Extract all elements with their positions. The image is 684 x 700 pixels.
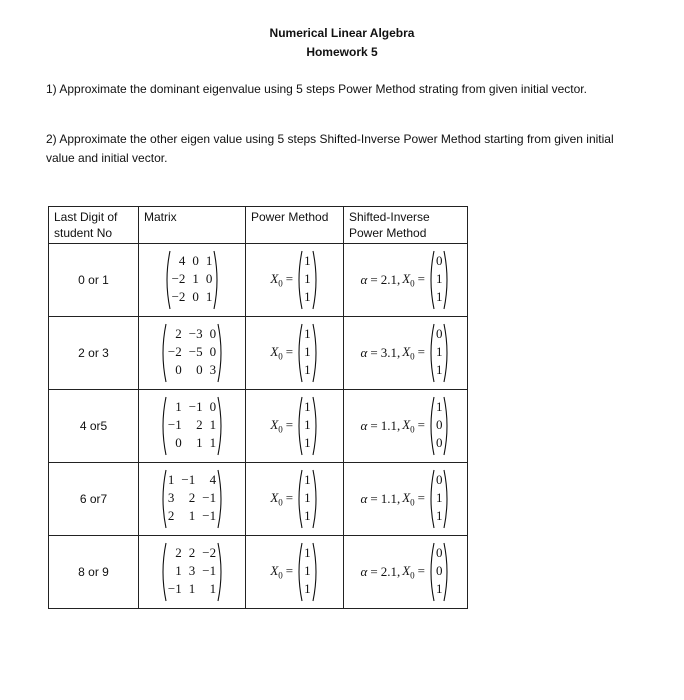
- matrix-entry: 0: [435, 545, 443, 560]
- matrix-entry: 1: [304, 581, 311, 596]
- right-paren: [312, 323, 319, 383]
- equals-sign: =: [370, 418, 378, 433]
- x-subscript: 0: [278, 424, 283, 435]
- matrix-entry: 1: [304, 344, 311, 359]
- left-paren: [428, 542, 435, 602]
- matrix-entry: 1: [304, 362, 311, 377]
- x0-symbol: [402, 417, 428, 435]
- matrix-entry: −1: [167, 581, 182, 596]
- left-paren: [296, 542, 303, 602]
- matrix-entry: 1: [175, 563, 182, 578]
- matrix-entry: 0: [435, 326, 443, 341]
- initial-vector: [296, 469, 319, 529]
- comma: ,: [396, 491, 401, 506]
- right-paren: [217, 396, 224, 456]
- matrix-entry: 1: [209, 581, 217, 596]
- x-letter: X: [402, 271, 411, 287]
- question-2: 2) Approximate the other eigen value using 5 steps Shifted-Inverse Power Method starting from given initial value and initial vector.: [46, 132, 614, 165]
- table-row: [49, 317, 468, 390]
- alpha-value: 1.1: [380, 491, 397, 506]
- matrix-cell: [139, 536, 246, 609]
- matrix-entry: −1: [188, 399, 203, 414]
- matrix-entry: −1: [202, 563, 217, 578]
- x0-symbol: [402, 271, 428, 289]
- right-paren: [217, 469, 224, 529]
- alpha-symbol: α: [360, 272, 368, 287]
- matrix-entry: 3: [167, 490, 175, 505]
- matrix-entry: 0: [435, 472, 443, 487]
- matrix-entry: 1: [304, 563, 311, 578]
- matrix-entry: 2: [175, 545, 182, 560]
- matrix-entry: 0: [196, 362, 203, 377]
- document-title: Numerical Linear Algebra: [269, 26, 415, 40]
- x0-symbol: [402, 490, 428, 508]
- matrix-entry: 1: [209, 435, 217, 450]
- matrix-entry: −1: [202, 490, 217, 505]
- matrix-entry: 1: [435, 490, 443, 505]
- matrix-entry: 1: [192, 271, 199, 286]
- right-paren: [443, 396, 450, 456]
- matrix-entry: 0: [209, 399, 217, 414]
- left-paren: [164, 250, 171, 310]
- equals-sign: =: [417, 344, 425, 360]
- right-paren: [443, 250, 450, 310]
- matrix-entry: 1: [196, 435, 203, 450]
- matrix-entry: 0: [435, 417, 443, 432]
- left-paren: [428, 469, 435, 529]
- x0-symbol: [270, 417, 296, 435]
- equals-sign: =: [370, 564, 378, 579]
- matrix-cell: [139, 463, 246, 536]
- equals-sign: =: [285, 417, 294, 433]
- alpha-symbol: α: [360, 345, 368, 360]
- digit-cell: 0 or 1: [49, 244, 139, 317]
- x-letter: X: [270, 344, 279, 360]
- assignment-table: [48, 206, 468, 609]
- x-subscript: 0: [410, 424, 415, 435]
- x0-symbol: [270, 271, 296, 289]
- right-paren: [312, 542, 319, 602]
- matrix-entry: 1: [209, 417, 217, 432]
- matrix-entry: 0: [209, 326, 217, 341]
- equals-sign: =: [285, 563, 294, 579]
- x-subscript: 0: [278, 570, 283, 581]
- shifted-inverse-cell: [344, 390, 468, 463]
- matrix-entry: 1: [167, 472, 175, 487]
- matrix-entry: 1: [304, 472, 311, 487]
- digit-cell: 8 or 9: [49, 536, 139, 609]
- x-letter: X: [270, 563, 279, 579]
- matrix-entry: 2: [175, 326, 182, 341]
- matrix-entry: −2: [167, 344, 182, 359]
- equals-sign: =: [370, 491, 378, 506]
- x-subscript: 0: [410, 570, 415, 581]
- x0-symbol: [270, 344, 296, 362]
- matrix-entry: 1: [435, 399, 443, 414]
- table-row: [49, 390, 468, 463]
- right-paren: [312, 250, 319, 310]
- matrix-entry: 1: [435, 508, 443, 523]
- shift-initial-vector: [428, 469, 451, 529]
- matrix-entry: 1: [304, 326, 311, 341]
- matrix-entry: 2: [196, 417, 203, 432]
- comma: ,: [396, 272, 401, 287]
- equals-sign: =: [285, 271, 294, 287]
- x0-symbol: [270, 563, 296, 581]
- shift-initial-vector: [428, 542, 451, 602]
- left-paren: [160, 542, 167, 602]
- x0-symbol: [270, 490, 296, 508]
- initial-vector: [296, 323, 319, 383]
- table-header-row: [49, 207, 468, 244]
- alpha-value: 2.1: [380, 272, 397, 287]
- left-paren: [160, 396, 167, 456]
- matrix-entry: 1: [188, 508, 196, 523]
- x-subscript: 0: [410, 497, 415, 508]
- right-paren: [213, 250, 220, 310]
- digit-cell: 2 or 3: [49, 317, 139, 390]
- matrix-entry: −5: [188, 344, 203, 359]
- x-subscript: 0: [278, 351, 283, 362]
- table-row: [49, 536, 468, 609]
- x0-symbol: [402, 344, 428, 362]
- question-1: 1) Approximate the dominant eigenvalue using 5 steps Power Method strating from given initial vector.: [46, 82, 587, 96]
- x-letter: X: [270, 271, 279, 287]
- x-subscript: 0: [410, 351, 415, 362]
- matrix-entry: 2: [167, 508, 175, 523]
- alpha-value: 1.1: [380, 418, 397, 433]
- x-letter: X: [270, 417, 279, 433]
- header-power-method: Power Method: [246, 207, 344, 244]
- power-method-cell: [246, 244, 344, 317]
- x-letter: X: [270, 490, 279, 506]
- matrix-entry: 1: [435, 271, 443, 286]
- matrix-cell: [139, 390, 246, 463]
- header-last-digit: Last Digit of student No: [49, 207, 139, 244]
- matrix-cell: [139, 244, 246, 317]
- matrix-a: [160, 469, 224, 529]
- equals-sign: =: [417, 417, 425, 433]
- shifted-inverse-cell: [344, 536, 468, 609]
- matrix-a: [164, 250, 221, 310]
- right-paren: [443, 323, 450, 383]
- initial-vector: [296, 542, 319, 602]
- matrix-entry: 1: [188, 581, 196, 596]
- shift-initial-vector: [428, 396, 451, 456]
- matrix-entry: 0: [175, 435, 182, 450]
- comma: ,: [396, 345, 401, 360]
- comma: ,: [396, 418, 401, 433]
- equals-sign: =: [285, 490, 294, 506]
- matrix-entry: 0: [435, 435, 443, 450]
- header-shifted-inverse: Shifted-Inverse Power Method: [344, 207, 468, 244]
- x-subscript: 0: [278, 497, 283, 508]
- alpha-symbol: α: [360, 564, 368, 579]
- power-method-cell: [246, 463, 344, 536]
- left-paren: [160, 469, 167, 529]
- left-paren: [296, 250, 303, 310]
- matrix-entry: 1: [304, 289, 311, 304]
- alpha-symbol: α: [360, 418, 368, 433]
- matrix-a: [160, 542, 224, 602]
- matrix-a: [160, 396, 224, 456]
- matrix-entry: 0: [205, 271, 213, 286]
- x-subscript: 0: [278, 278, 283, 289]
- left-paren: [428, 396, 435, 456]
- power-method-cell: [246, 317, 344, 390]
- matrix-entry: 1: [304, 435, 311, 450]
- equals-sign: =: [417, 563, 425, 579]
- matrix-entry: 4: [209, 472, 217, 487]
- matrix-entry: 2: [188, 490, 196, 505]
- matrix-entry: 1: [435, 362, 443, 377]
- power-method-cell: [246, 390, 344, 463]
- alpha-value: 3.1: [380, 345, 397, 360]
- matrix-entry: 0: [175, 362, 182, 377]
- x-subscript: 0: [410, 278, 415, 289]
- x-letter: X: [402, 344, 411, 360]
- shift-initial-vector: [428, 250, 451, 310]
- alpha-value: 2.1: [380, 564, 397, 579]
- power-method-cell: [246, 536, 344, 609]
- comma: ,: [396, 564, 401, 579]
- matrix-entry: 1: [304, 417, 311, 432]
- matrix-entry: 1: [304, 490, 311, 505]
- matrix-entry: 3: [209, 362, 217, 377]
- matrix-entry: 3: [188, 563, 196, 578]
- equals-sign: =: [370, 345, 378, 360]
- right-paren: [312, 469, 319, 529]
- matrix-entry: −1: [181, 472, 196, 487]
- matrix-entry: 0: [435, 563, 443, 578]
- matrix-entry: 1: [435, 289, 443, 304]
- matrix-entry: 1: [205, 253, 213, 268]
- alpha-symbol: α: [360, 491, 368, 506]
- digit-cell: 6 or7: [49, 463, 139, 536]
- right-paren: [217, 323, 224, 383]
- matrix-entry: 1: [304, 253, 311, 268]
- x-letter: X: [402, 417, 411, 433]
- right-paren: [443, 469, 450, 529]
- matrix-entry: −2: [171, 289, 186, 304]
- digit-cell: 4 or5: [49, 390, 139, 463]
- matrix-a: [160, 323, 224, 383]
- header-matrix: Matrix: [139, 207, 246, 244]
- matrix-entry: 0: [209, 344, 217, 359]
- shifted-inverse-cell: [344, 463, 468, 536]
- shifted-inverse-cell: [344, 317, 468, 390]
- matrix-entry: 1: [304, 271, 311, 286]
- matrix-entry: 4: [178, 253, 186, 268]
- table-row: [49, 463, 468, 536]
- shifted-inverse-cell: [344, 244, 468, 317]
- matrix-entry: 1: [175, 399, 182, 414]
- right-paren: [312, 396, 319, 456]
- equals-sign: =: [417, 271, 425, 287]
- matrix-entry: 0: [192, 253, 199, 268]
- matrix-entry: −1: [202, 508, 217, 523]
- x0-symbol: [402, 563, 428, 581]
- matrix-entry: 0: [192, 289, 199, 304]
- left-paren: [160, 323, 167, 383]
- matrix-entry: 0: [435, 253, 443, 268]
- matrix-entry: 1: [304, 545, 311, 560]
- left-paren: [296, 323, 303, 383]
- x-letter: X: [402, 563, 411, 579]
- x-letter: X: [402, 490, 411, 506]
- matrix-entry: 1: [304, 508, 311, 523]
- matrix-cell: [139, 317, 246, 390]
- shift-initial-vector: [428, 323, 451, 383]
- right-paren: [443, 542, 450, 602]
- matrix-entry: 1: [205, 289, 213, 304]
- matrix-entry: 1: [304, 399, 311, 414]
- left-paren: [428, 250, 435, 310]
- document-subtitle: Homework 5: [306, 45, 378, 59]
- matrix-entry: 2: [188, 545, 196, 560]
- matrix-entry: −1: [167, 417, 182, 432]
- left-paren: [428, 323, 435, 383]
- table-row: [49, 244, 468, 317]
- equals-sign: =: [417, 490, 425, 506]
- left-paren: [296, 396, 303, 456]
- matrix-entry: −2: [171, 271, 186, 286]
- matrix-entry: 1: [435, 581, 443, 596]
- equals-sign: =: [285, 344, 294, 360]
- matrix-entry: −2: [202, 545, 217, 560]
- equals-sign: =: [370, 272, 378, 287]
- right-paren: [217, 542, 224, 602]
- matrix-entry: 1: [435, 344, 443, 359]
- matrix-entry: −3: [188, 326, 203, 341]
- left-paren: [296, 469, 303, 529]
- initial-vector: [296, 250, 319, 310]
- initial-vector: [296, 396, 319, 456]
